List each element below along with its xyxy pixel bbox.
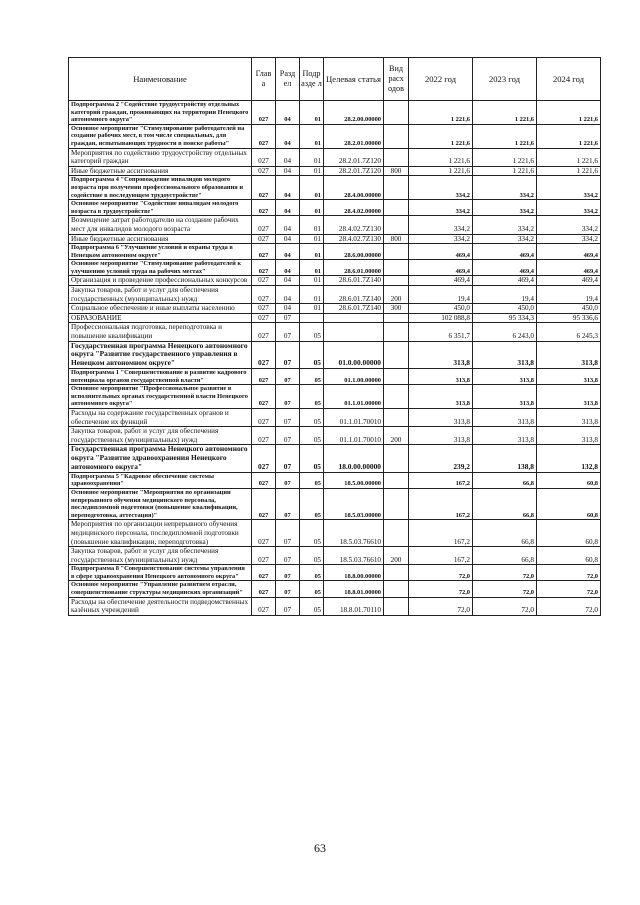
table-row	[69, 427, 601, 445]
table-row	[69, 369, 601, 385]
cell-vid	[384, 520, 409, 547]
cell-2023: 469,4	[473, 276, 537, 286]
cell-razdel: 07	[276, 369, 300, 385]
cell-target: 01.0.00.00000	[324, 341, 384, 368]
col-header-2023: 2023 год	[473, 58, 537, 101]
cell-name: Основное мероприятие "Стимулирование работодателей к улучшению условий труда на рабочих местах"	[69, 260, 252, 276]
cell-name: Профессиональная подготовка, переподготовка и повышение квалификации	[69, 323, 252, 341]
cell-vid	[384, 408, 409, 426]
cell-target: 18.8.01.00000	[324, 581, 384, 597]
col-header-razdel: Разд ел	[276, 58, 300, 101]
col-header-podrazdel: Подр азде л	[300, 58, 324, 101]
cell-2022: 313,8	[409, 385, 473, 409]
cell-2023: 66,8	[473, 472, 537, 488]
cell-podrazdel: 01	[300, 216, 324, 234]
cell-glava: 027	[252, 323, 276, 341]
table-header-row	[69, 58, 601, 101]
cell-razdel: 07	[276, 385, 300, 409]
cell-podrazdel: 01	[300, 304, 324, 314]
cell-2024: 60,8	[537, 472, 601, 488]
cell-2024: 19,4	[537, 286, 601, 304]
cell-vid: 800	[384, 234, 409, 244]
cell-2022: 313,8	[409, 408, 473, 426]
cell-glava: 027	[252, 369, 276, 385]
cell-2023: 6 243,0	[473, 323, 537, 341]
cell-podrazdel: 05	[300, 341, 324, 368]
table-row	[69, 581, 601, 597]
cell-2023: 19,4	[473, 286, 537, 304]
cell-podrazdel: 01	[300, 124, 324, 148]
cell-podrazdel: 01	[300, 260, 324, 276]
col-header-vid: Вид расх одов	[384, 58, 409, 101]
cell-podrazdel: 05	[300, 581, 324, 597]
cell-2024: 72,0	[537, 581, 601, 597]
cell-2022: 239,2	[409, 445, 473, 472]
cell-2023: 334,2	[473, 200, 537, 216]
cell-name: Основное мероприятие "Управление развитием отрасли, совершенствование структуры медицинских организаций"	[69, 581, 252, 597]
cell-podrazdel: 05	[300, 565, 324, 581]
cell-target: 28.2.01.7Z120	[324, 166, 384, 176]
cell-razdel: 04	[276, 176, 300, 200]
cell-podrazdel: 01	[300, 166, 324, 176]
table-row	[69, 166, 601, 176]
cell-name: Основное мероприятие "Стимулирование работодателей на создание рабочих мест, в том числе специальных, для граждан, испытывающих трудности в поиске работы"	[69, 124, 252, 148]
cell-vid	[384, 472, 409, 488]
cell-target: 18.8.00.00000	[324, 565, 384, 581]
cell-2023: 66,8	[473, 520, 537, 547]
table-row	[69, 472, 601, 488]
cell-podrazdel: 05	[300, 323, 324, 341]
cell-glava: 027	[252, 472, 276, 488]
cell-2024: 313,8	[537, 385, 601, 409]
col-header-target: Целевая статья	[324, 58, 384, 101]
cell-podrazdel: 05	[300, 369, 324, 385]
cell-podrazdel: 05	[300, 520, 324, 547]
cell-2024: 95 336,6	[537, 313, 601, 323]
cell-glava: 027	[252, 313, 276, 323]
cell-glava: 027	[252, 176, 276, 200]
cell-glava: 027	[252, 445, 276, 472]
cell-2023: 1 221,6	[473, 101, 537, 125]
cell-name: Возмещение затрат работодателю на создание рабочих мест для инвалидов молодого возраста	[69, 216, 252, 234]
cell-vid	[384, 597, 409, 615]
cell-glava: 027	[252, 408, 276, 426]
cell-podrazdel: 05	[300, 488, 324, 519]
cell-razdel: 04	[276, 304, 300, 314]
cell-glava: 027	[252, 597, 276, 615]
cell-glava: 027	[252, 148, 276, 166]
table-row	[69, 597, 601, 615]
cell-razdel: 07	[276, 445, 300, 472]
cell-2022: 72,0	[409, 581, 473, 597]
table-row	[69, 148, 601, 166]
cell-2024: 60,8	[537, 520, 601, 547]
cell-2023: 72,0	[473, 581, 537, 597]
cell-glava: 027	[252, 244, 276, 260]
cell-name: Подпрограмма 2 "Содействие трудоустройству отдельных категорий граждан, проживающих на территории Ненецкого автономного округа"	[69, 101, 252, 125]
cell-vid	[384, 244, 409, 260]
table-row	[69, 565, 601, 581]
cell-target: 01.1.01.70010	[324, 427, 384, 445]
cell-glava: 027	[252, 488, 276, 519]
cell-2022: 334,2	[409, 176, 473, 200]
cell-name: Закупка товаров, работ и услуг для обеспечения государственных (муниципальных) нужд	[69, 427, 252, 445]
table-row	[69, 260, 601, 276]
cell-razdel: 07	[276, 581, 300, 597]
table-row	[69, 323, 601, 341]
cell-razdel: 04	[276, 276, 300, 286]
cell-target: 28.2.01.00000	[324, 124, 384, 148]
cell-2023: 1 221,6	[473, 148, 537, 166]
cell-target: 18.5.00.00000	[324, 472, 384, 488]
cell-podrazdel: 01	[300, 101, 324, 125]
cell-2024: 469,4	[537, 260, 601, 276]
cell-name: Основное мероприятие "Профессиональное развитие в исполнительных органах государственной власти Ненецкого автономного округа"	[69, 385, 252, 409]
cell-2022: 469,4	[409, 260, 473, 276]
cell-2022: 167,2	[409, 520, 473, 547]
cell-2024: 313,8	[537, 341, 601, 368]
cell-glava: 027	[252, 276, 276, 286]
cell-vid	[384, 323, 409, 341]
cell-vid	[384, 200, 409, 216]
cell-podrazdel: 05	[300, 445, 324, 472]
cell-glava: 027	[252, 520, 276, 547]
cell-vid	[384, 276, 409, 286]
cell-name: Основное мероприятие "Содействие инвалидам молодого возраста в трудоустройстве"	[69, 200, 252, 216]
cell-2022: 1 221,6	[409, 166, 473, 176]
cell-2022: 313,8	[409, 341, 473, 368]
cell-vid: 300	[384, 304, 409, 314]
cell-razdel: 04	[276, 216, 300, 234]
cell-glava: 027	[252, 304, 276, 314]
cell-target: 01.1.00.00000	[324, 369, 384, 385]
table-row	[69, 313, 601, 323]
col-header-2022: 2022 год	[409, 58, 473, 101]
table-row	[69, 385, 601, 409]
cell-2023: 138,8	[473, 445, 537, 472]
cell-name: Подпрограмма 8 "Совершенствование системы управления в сфере здравоохранения Ненецкого автономного округа"	[69, 565, 252, 581]
cell-2023: 450,0	[473, 304, 537, 314]
cell-name: ОБРАЗОВАНИЕ	[69, 313, 252, 323]
cell-2024: 132,8	[537, 445, 601, 472]
cell-target: 28.6.01.7Z140	[324, 276, 384, 286]
cell-razdel: 07	[276, 520, 300, 547]
cell-2022: 72,0	[409, 597, 473, 615]
cell-name: Подпрограмма 4 "Сопровождение инвалидов молодого возраста при получении профессионального образования и содействие в последующем трудоустройстве"	[69, 176, 252, 200]
cell-name: Социальное обеспечение и иные выплаты населению	[69, 304, 252, 314]
budget-table	[68, 57, 601, 616]
cell-2022: 102 088,8	[409, 313, 473, 323]
cell-razdel: 07	[276, 341, 300, 368]
cell-razdel: 04	[276, 234, 300, 244]
cell-target: 28.6.01.7Z140	[324, 286, 384, 304]
cell-2022: 167,2	[409, 488, 473, 519]
cell-2024: 72,0	[537, 597, 601, 615]
cell-vid	[384, 565, 409, 581]
cell-razdel: 07	[276, 408, 300, 426]
cell-razdel: 07	[276, 472, 300, 488]
cell-2024: 450,0	[537, 304, 601, 314]
cell-2024: 60,8	[537, 488, 601, 519]
cell-podrazdel: 05	[300, 472, 324, 488]
cell-2024: 1 221,6	[537, 101, 601, 125]
cell-2024: 334,2	[537, 176, 601, 200]
table-row	[69, 286, 601, 304]
cell-2023: 72,0	[473, 565, 537, 581]
cell-2023: 469,4	[473, 244, 537, 260]
cell-target: 28.6.00.00000	[324, 244, 384, 260]
table-row	[69, 341, 601, 368]
cell-name: Подпрограмма 6 "Улучшение условий и охраны труда в Ненецком автономном округе"	[69, 244, 252, 260]
cell-target: 28.4.02.7Z130	[324, 216, 384, 234]
cell-target: 18.5.03.76610	[324, 520, 384, 547]
cell-target: 28.4.00.00000	[324, 176, 384, 200]
cell-name: Государственная программа Ненецкого автономного округа "Развитие здравоохранения Ненецкого автономного округа"	[69, 445, 252, 472]
cell-name: Основное мероприятие "Мероприятия по организации непрерывного обучения медицинского персонала, последипломной подготовки (повышение квалификации, переподготовка, аттестация)"	[69, 488, 252, 519]
cell-target: 28.6.01.00000	[324, 260, 384, 276]
table-row	[69, 244, 601, 260]
cell-2024: 469,4	[537, 276, 601, 286]
cell-name: Закупка товаров, работ и услуг для обеспечения государственных (муниципальных) нужд	[69, 547, 252, 565]
table-row	[69, 547, 601, 565]
table-row	[69, 234, 601, 244]
cell-podrazdel: 05	[300, 597, 324, 615]
cell-name: Государственная программа Ненецкого автономного округа "Развитие государственного управления в Ненецком автономном округе"	[69, 341, 252, 368]
cell-2023: 334,2	[473, 176, 537, 200]
cell-glava: 027	[252, 547, 276, 565]
cell-vid: 800	[384, 166, 409, 176]
cell-razdel: 04	[276, 260, 300, 276]
cell-name: Закупка товаров, работ и услуг для обеспечения государственных (муниципальных) нужд	[69, 286, 252, 304]
cell-2022: 19,4	[409, 286, 473, 304]
cell-2023: 1 221,6	[473, 166, 537, 176]
cell-2024: 72,0	[537, 565, 601, 581]
cell-vid	[384, 148, 409, 166]
table-body	[69, 101, 601, 616]
cell-2022: 313,8	[409, 427, 473, 445]
cell-target: 28.6.01.7Z140	[324, 304, 384, 314]
table-row	[69, 520, 601, 547]
cell-2024: 1 221,6	[537, 148, 601, 166]
cell-razdel: 04	[276, 200, 300, 216]
cell-vid	[384, 488, 409, 519]
cell-2022: 1 221,6	[409, 124, 473, 148]
cell-glava: 027	[252, 581, 276, 597]
cell-glava: 027	[252, 166, 276, 176]
cell-2023: 334,2	[473, 234, 537, 244]
cell-2024: 313,8	[537, 369, 601, 385]
cell-target: 28.2.01.7Z120	[324, 148, 384, 166]
table-row	[69, 124, 601, 148]
cell-2022: 72,0	[409, 565, 473, 581]
cell-glava: 027	[252, 260, 276, 276]
cell-2022: 334,2	[409, 234, 473, 244]
cell-podrazdel: 01	[300, 148, 324, 166]
cell-2024: 1 221,6	[537, 166, 601, 176]
cell-podrazdel: 01	[300, 244, 324, 260]
cell-target: 18.5.03.76610	[324, 547, 384, 565]
cell-podrazdel: 05	[300, 385, 324, 409]
cell-2022: 167,2	[409, 472, 473, 488]
cell-vid	[384, 176, 409, 200]
cell-2022: 6 351,7	[409, 323, 473, 341]
cell-2023: 66,8	[473, 488, 537, 519]
cell-target: 01.1.01.00000	[324, 385, 384, 409]
cell-2024: 334,2	[537, 234, 601, 244]
cell-glava: 027	[252, 216, 276, 234]
cell-glava: 027	[252, 341, 276, 368]
cell-vid: 200	[384, 427, 409, 445]
cell-podrazdel: 05	[300, 427, 324, 445]
cell-2022: 1 221,6	[409, 148, 473, 166]
cell-target	[324, 313, 384, 323]
col-header-2024: 2024 год	[537, 58, 601, 101]
cell-2023: 95 334,3	[473, 313, 537, 323]
cell-name: Организация и проведение профессиональных конкурсов	[69, 276, 252, 286]
table-row	[69, 101, 601, 125]
cell-vid	[384, 260, 409, 276]
cell-razdel: 07	[276, 313, 300, 323]
cell-vid: 200	[384, 547, 409, 565]
cell-vid	[384, 369, 409, 385]
cell-vid	[384, 445, 409, 472]
cell-2024: 1 221,6	[537, 124, 601, 148]
cell-razdel: 04	[276, 166, 300, 176]
cell-2023: 72,0	[473, 597, 537, 615]
cell-glava: 027	[252, 385, 276, 409]
table-row	[69, 408, 601, 426]
cell-2023: 313,8	[473, 385, 537, 409]
cell-glava: 027	[252, 286, 276, 304]
cell-2022: 334,2	[409, 216, 473, 234]
cell-glava: 027	[252, 427, 276, 445]
cell-razdel: 07	[276, 323, 300, 341]
cell-2022: 1 221,6	[409, 101, 473, 125]
cell-name: Подпрограмма 1 "Совершенствование и развитие кадрового потенциала органов государственной власти"	[69, 369, 252, 385]
cell-glava: 027	[252, 234, 276, 244]
cell-razdel: 04	[276, 124, 300, 148]
cell-razdel: 04	[276, 101, 300, 125]
cell-podrazdel: 01	[300, 176, 324, 200]
cell-2024: 313,8	[537, 427, 601, 445]
cell-target: 28.2.00.00000	[324, 101, 384, 125]
table-row	[69, 216, 601, 234]
page-number: 63	[314, 841, 326, 855]
cell-name: Иные бюджетные ассигнования	[69, 234, 252, 244]
cell-name: Иные бюджетные ассигнования	[69, 166, 252, 176]
table-row	[69, 200, 601, 216]
cell-name: Расходы на обеспечение деятельности подведомственных казённых учреждений	[69, 597, 252, 615]
cell-razdel: 07	[276, 597, 300, 615]
cell-target: 01.1.01.70010	[324, 408, 384, 426]
table-row	[69, 445, 601, 472]
cell-2024: 60,8	[537, 547, 601, 565]
cell-2022: 167,2	[409, 547, 473, 565]
cell-razdel: 07	[276, 547, 300, 565]
cell-name: Мероприятия по организации непрерывного обучения медицинского персонала, последипломной подготовки (повышение квалификации, переподготовка)	[69, 520, 252, 547]
cell-2024: 334,2	[537, 200, 601, 216]
cell-vid	[384, 581, 409, 597]
cell-target: 18.0.00.00000	[324, 445, 384, 472]
cell-podrazdel	[300, 313, 324, 323]
cell-2023: 313,8	[473, 369, 537, 385]
cell-podrazdel: 05	[300, 408, 324, 426]
table-row	[69, 488, 601, 519]
col-header-name: Наименование	[69, 58, 252, 101]
cell-2023: 334,2	[473, 216, 537, 234]
cell-glava: 027	[252, 101, 276, 125]
cell-2024: 6 245,3	[537, 323, 601, 341]
cell-2024: 334,2	[537, 216, 601, 234]
cell-target	[324, 323, 384, 341]
cell-2023: 469,4	[473, 260, 537, 276]
cell-vid	[384, 385, 409, 409]
cell-razdel: 07	[276, 427, 300, 445]
cell-2022: 469,4	[409, 244, 473, 260]
cell-podrazdel: 01	[300, 200, 324, 216]
cell-2023: 313,8	[473, 408, 537, 426]
cell-2022: 334,2	[409, 200, 473, 216]
cell-2022: 450,0	[409, 304, 473, 314]
cell-2023: 313,8	[473, 341, 537, 368]
cell-name: Подпрограмма 5 "Кадровое обеспечение системы здравоохранения"	[69, 472, 252, 488]
table-row	[69, 304, 601, 314]
col-header-glava: Глав а	[252, 58, 276, 101]
cell-razdel: 04	[276, 286, 300, 304]
cell-target: 18.5.03.00000	[324, 488, 384, 519]
cell-podrazdel: 01	[300, 286, 324, 304]
cell-2022: 469,4	[409, 276, 473, 286]
cell-target: 28.4.02.7Z130	[324, 234, 384, 244]
cell-podrazdel: 01	[300, 234, 324, 244]
cell-2024: 469,4	[537, 244, 601, 260]
cell-glava: 027	[252, 565, 276, 581]
cell-target: 18.8.01.70110	[324, 597, 384, 615]
cell-glava: 027	[252, 124, 276, 148]
cell-podrazdel: 01	[300, 276, 324, 286]
cell-2023: 1 221,6	[473, 124, 537, 148]
cell-vid	[384, 101, 409, 125]
cell-vid	[384, 216, 409, 234]
cell-2023: 66,8	[473, 547, 537, 565]
cell-2023: 313,8	[473, 427, 537, 445]
cell-glava: 027	[252, 200, 276, 216]
cell-target: 28.4.02.00000	[324, 200, 384, 216]
cell-razdel: 07	[276, 565, 300, 581]
cell-razdel: 07	[276, 488, 300, 519]
cell-razdel: 04	[276, 148, 300, 166]
cell-name: Мероприятия по содействию трудоустройству отдельных категорий граждан	[69, 148, 252, 166]
cell-podrazdel: 05	[300, 547, 324, 565]
table-row	[69, 176, 601, 200]
cell-name: Расходы на содержание государственных органов и обеспечение их функций	[69, 408, 252, 426]
cell-vid	[384, 341, 409, 368]
cell-2024: 313,8	[537, 408, 601, 426]
cell-razdel: 04	[276, 244, 300, 260]
cell-vid	[384, 313, 409, 323]
table-row	[69, 276, 601, 286]
cell-vid	[384, 124, 409, 148]
cell-vid: 200	[384, 286, 409, 304]
cell-2022: 313,8	[409, 369, 473, 385]
